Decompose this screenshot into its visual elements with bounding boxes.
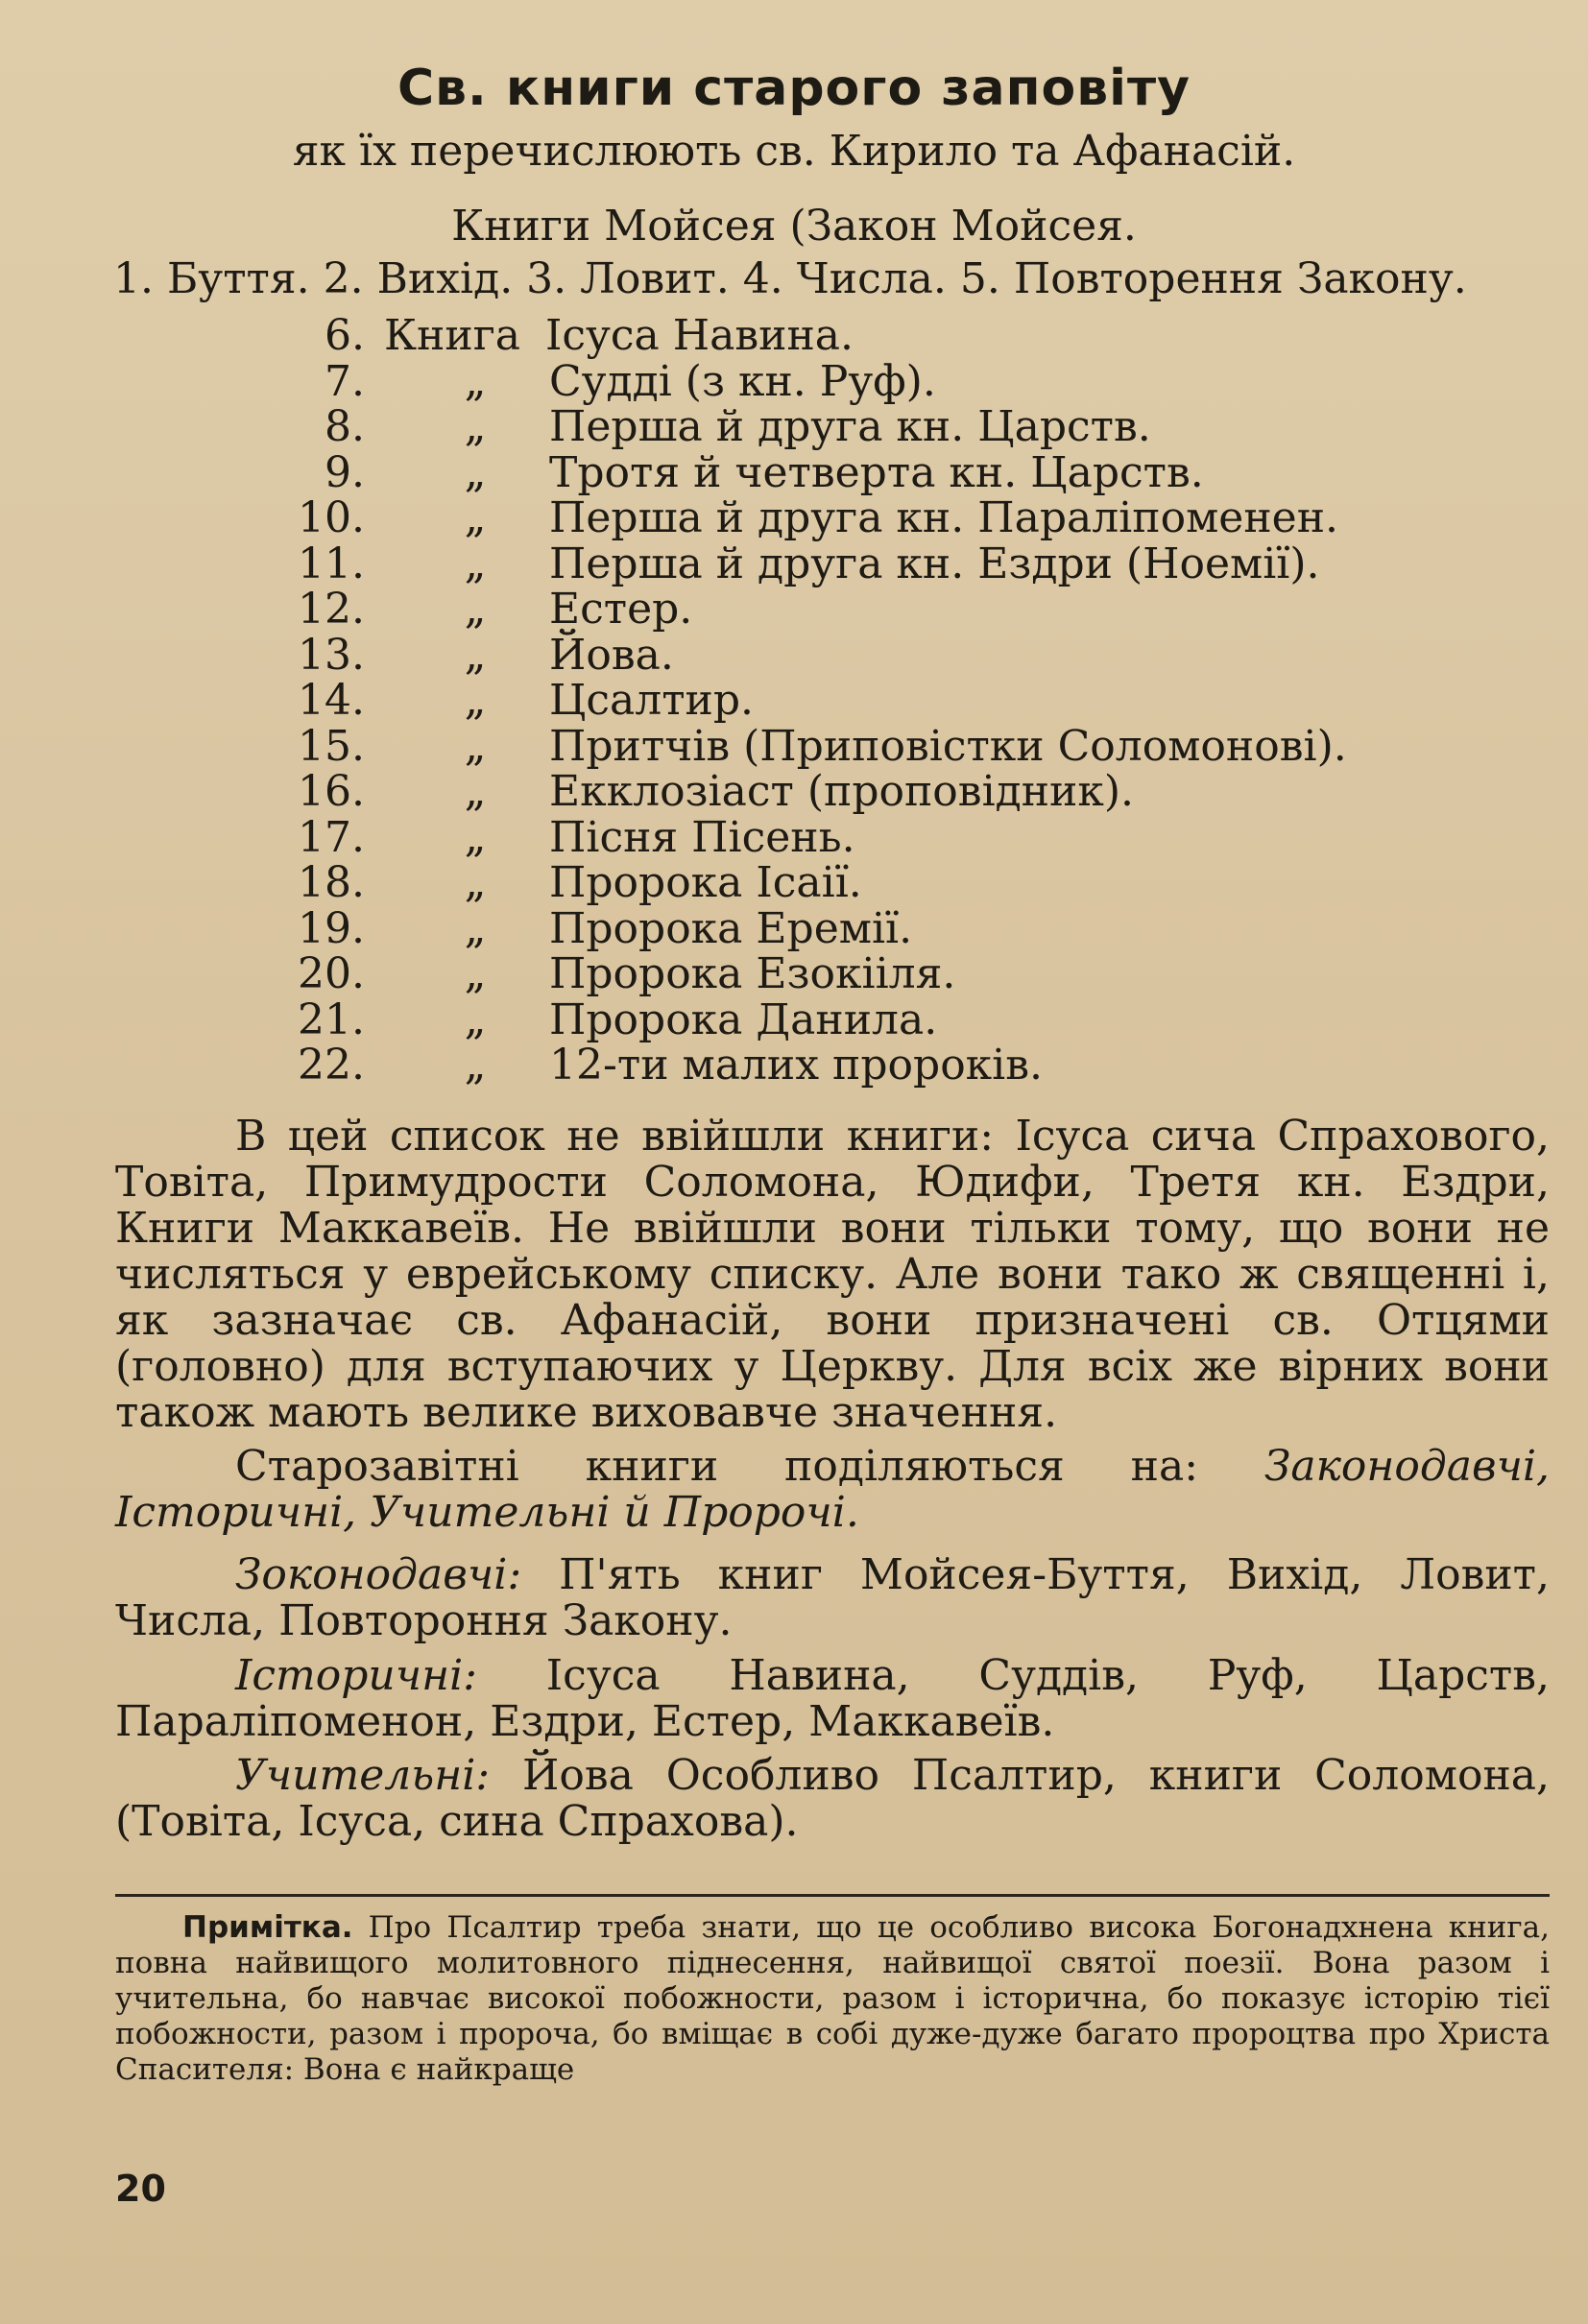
- page-title: Св. книги старого заповіту: [397, 60, 1191, 117]
- ditto-mark: „: [464, 994, 487, 1044]
- historical-text: Ісуса Навина, Суддів, Руф, Царств, Параліпоменон, Ездри, Естер, Маккавеїв.: [115, 1651, 1550, 1746]
- book-name: Пророка Ісаії.: [549, 858, 862, 907]
- book-name: Пророка Данила.: [549, 994, 938, 1044]
- book-number: 15.: [298, 721, 365, 771]
- book-number: 21.: [298, 994, 365, 1044]
- book-number: 11.: [298, 539, 365, 588]
- book-number: 22.: [298, 1041, 365, 1090]
- historical-label: Історичні:: [235, 1651, 477, 1700]
- book-number: 20.: [298, 949, 365, 998]
- ditto-mark: „: [464, 539, 487, 588]
- book-list-item: [0, 860, 1588, 906]
- book-list: [0, 313, 1588, 1089]
- book-name: Перша й друга кн. Паралiпоменен.: [549, 493, 1339, 542]
- book-list-item: [0, 721, 1588, 771]
- book-name: Перша й друга кн. Ездри (Ноемії).: [549, 539, 1320, 588]
- division-categories: Законодавчі, Історичні, Учительні й Пророчі.: [115, 1442, 1550, 1537]
- ditto-mark: „: [464, 858, 487, 907]
- moses-books-line: 1. Буття. 2. Вихід. 3. Ловит. 4. Числа. 5. Повторення Закону.: [113, 254, 1467, 303]
- book-number: 14.: [298, 676, 365, 725]
- teaching-text: Йова Особливо Псалтир, книги Соломона, (Товіта, Ісуса, сина Спрахова).: [115, 1751, 1550, 1846]
- moses-books-heading: Книги Мойсея (Закон Мойсея.: [451, 202, 1137, 251]
- ditto-mark: „: [464, 402, 487, 451]
- ditto-mark: „: [464, 903, 487, 953]
- book-number: 7.: [325, 356, 365, 406]
- teaching-paragraph: [115, 1753, 1550, 1845]
- book-list-item: [0, 356, 1588, 406]
- legislative-paragraph: [115, 1552, 1550, 1644]
- book-list-item: [0, 951, 1588, 997]
- book-list-item: [0, 812, 1588, 862]
- book-name: 12-ти малих пророків.: [549, 1041, 1044, 1090]
- footnote-text: Про Псалтир треба знати, що це особливо висока Богонадхнена книга, повна найвищого молитовного піднесення, найвищої святої поезії. Вона разом і учительна, бо навчає високої побожности, разом і історична, бо показує історію тієї побожности, разом і пророча, бо вміщає в собі дуже-дуже багато пророцтва про Христа Спасителя: Вона є найкраще: [115, 1910, 1550, 2087]
- book-list-item: [0, 903, 1588, 953]
- ditto-mark: „: [464, 949, 487, 998]
- book-list-item: [0, 1042, 1588, 1089]
- division-text: Старозавітні книги поділяються на:: [235, 1442, 1264, 1491]
- book-number: 17.: [298, 812, 365, 862]
- division-paragraph: [115, 1444, 1550, 1536]
- book-name: Перша й друга кн. Царств.: [549, 402, 1151, 451]
- legislative-text: П'ять книг Мойсея-Буття, Вихід, Ловит, Числа, Повтороння Закону.: [115, 1550, 1550, 1645]
- page-subtitle: як їх перечислюють св. Кирило та Афанасій.: [292, 127, 1296, 176]
- book-number: 18.: [298, 858, 365, 907]
- book-name: Судді (з кн. Руф).: [549, 356, 936, 406]
- ditto-mark: „: [464, 812, 487, 862]
- book-name: Притчів (Приповістки Соломонові).: [549, 721, 1347, 771]
- legislative-label: Зоконодавчі:: [235, 1550, 522, 1599]
- book-name: Екклозіаст (проповідник).: [549, 767, 1135, 816]
- book-list-item: [0, 587, 1588, 633]
- book-list-item: [0, 495, 1588, 541]
- book-prefix: Книга: [384, 311, 520, 360]
- book-number: 12.: [298, 585, 365, 634]
- book-name: Пісня Пісень.: [549, 812, 855, 862]
- book-name: Пророка Езокііля.: [549, 949, 956, 998]
- book-number: 13.: [298, 630, 365, 680]
- book-name: Естер.: [549, 585, 693, 634]
- ditto-mark: „: [464, 493, 487, 542]
- book-list-item: [0, 447, 1588, 497]
- book-name: Тротя й четверта кн. Царств.: [549, 447, 1204, 497]
- book-list-item: [0, 630, 1588, 680]
- book-list-item: [0, 313, 1588, 359]
- book-number: 19.: [298, 903, 365, 953]
- ditto-mark: „: [464, 447, 487, 497]
- book-name: Йова.: [549, 630, 674, 680]
- footnote-label: Примітка.: [182, 1910, 353, 1945]
- book-name: Ісуса Навина.: [545, 311, 854, 360]
- ditto-mark: „: [464, 676, 487, 725]
- book-name: Пророка Еремії.: [549, 903, 913, 953]
- teaching-label: Учительні:: [235, 1751, 491, 1800]
- excluded-books-paragraph: [115, 1114, 1550, 1436]
- book-list-item: [0, 769, 1588, 815]
- footnote: [115, 1910, 1550, 2088]
- footnote-divider: [115, 1894, 1550, 1897]
- book-list-item: [0, 994, 1588, 1044]
- historical-paragraph: [115, 1653, 1550, 1745]
- ditto-mark: „: [464, 1041, 487, 1090]
- ditto-mark: „: [464, 721, 487, 771]
- ditto-mark: „: [464, 356, 487, 406]
- book-number: 8.: [325, 402, 365, 451]
- book-list-item: [0, 541, 1588, 587]
- excluded-books-text: В цей список не ввійшли книги: Ісуса сича Спрахового, Товіта, Примудрости Соломона, Юдифи, Третя кн. Ездри, Книги Маккавеїв. Не ввійшли вони тільки тому, що вони не числяться у еврейському списку. Але вони тако ж священні і, як зазначає св. Афанасій, вони призначені св. Отцями (головно) для вступаючих у Церкву. Для всіх же вірних вони також мають велике виховавче значення.: [115, 1112, 1550, 1437]
- book-number: 9.: [325, 447, 365, 497]
- page-number: 20: [115, 2168, 166, 2210]
- book-list-item: [0, 678, 1588, 724]
- book-number: 16.: [298, 767, 365, 816]
- book-list-item: [0, 404, 1588, 450]
- book-name: Цсалтир.: [549, 676, 755, 725]
- ditto-mark: „: [464, 767, 487, 816]
- book-number: 10.: [298, 493, 365, 542]
- ditto-mark: „: [464, 585, 487, 634]
- book-number: 6.: [325, 311, 365, 360]
- ditto-mark: „: [464, 630, 487, 680]
